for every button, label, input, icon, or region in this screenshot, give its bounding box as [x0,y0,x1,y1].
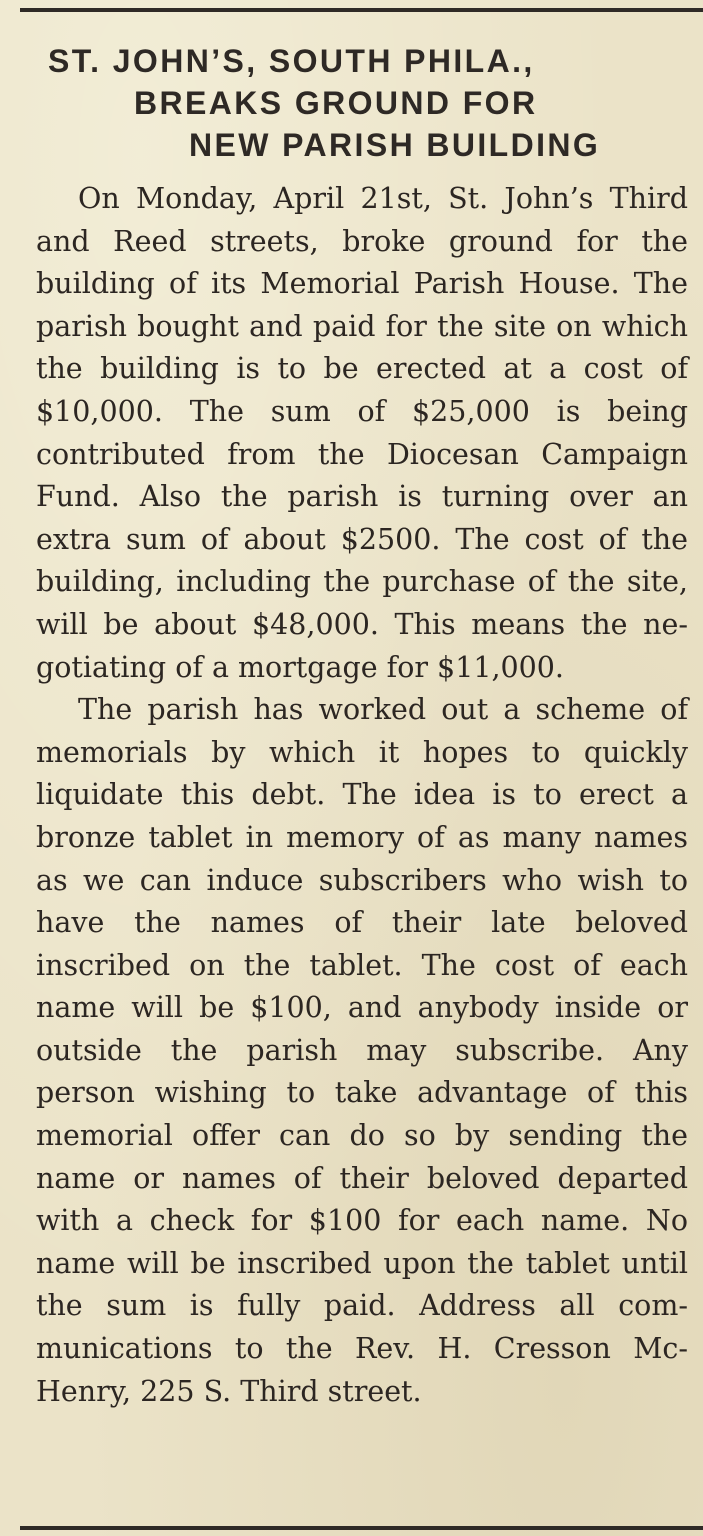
headline-line-3: NEW PARISH BUILDING [189,127,601,163]
headline-line-2: BREAKS GROUND FOR [134,85,538,121]
paragraph-groundbreaking: On Monday, April 21st, St. John’s Third and Reed streets, broke ground for the building of its Memorial Parish House. The parish bought and paid for the site on which the building is to be erected at a cost of $10,000. The sum of $25,000 is being contributed from the Diocesan Campaign Fund. Also the parish is turning over an extra sum of about $2500. The cost of the building, including the purchase of the site, will be about $48,000. This means the negotiating of a mortgage for $11,000. [36,182,688,684]
article-body [36,178,688,1413]
paragraph-memorials: The parish has worked out a scheme of memorials by which it hopes to quickly liquidate this debt. The idea is to erect a bronze tablet in memory of as many names as we can induce subscribers who wish to have the names of their late beloved inscribed on the tablet. The cost of each name will be $100, and anybody inside or outside the parish may subscribe. Any person wishing to take advantage of this memorial offer can do so by sending the name or names of their beloved departed with a check for $100 for each name. No name will be inscribed upon the tablet until the sum is fully paid. Address all communications to the Rev. H. Cresson McHenry, 225 S. Third street. [36,693,688,1408]
top-rule [20,8,703,12]
headline-line-1: ST. JOHN’S, SOUTH PHILA., [48,43,535,79]
headline [0,40,703,166]
bottom-rule [20,1526,703,1530]
